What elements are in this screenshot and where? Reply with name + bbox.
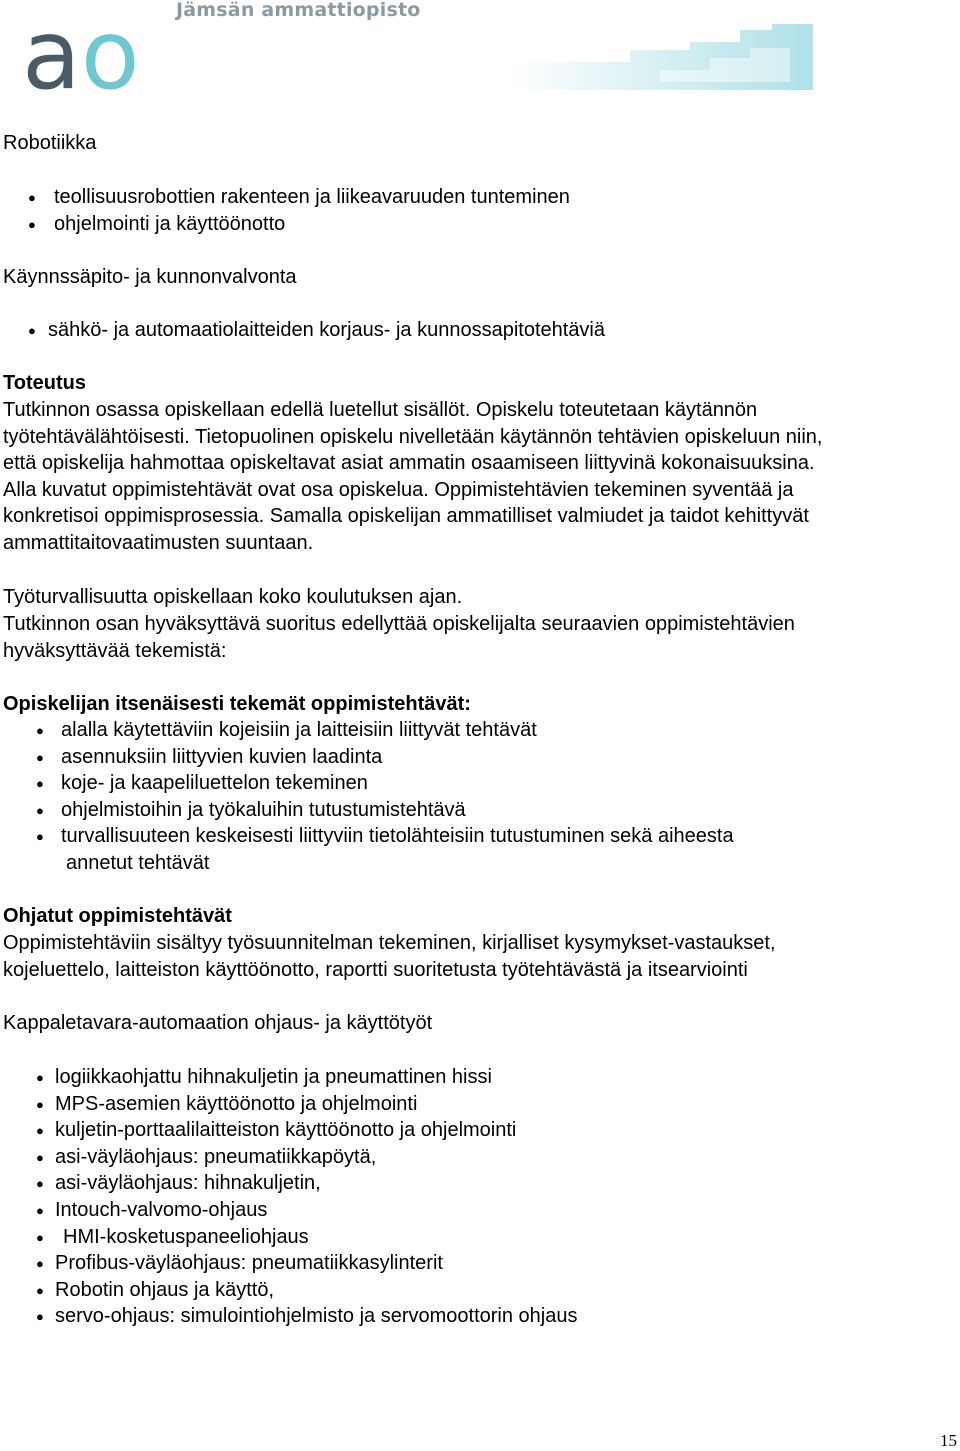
list-item: ● asennuksiin liittyvien kuvien laadinta: [0, 744, 734, 771]
guided-tasks-paragraph: [3, 930, 776, 983]
list-item: ● alalla käytettäviin kojeisiin ja laitteisiin liittyvät tehtävät: [0, 717, 734, 744]
independent-tasks-list: [0, 717, 734, 877]
paragraph-line: hyväksyttävää tekemistä:: [3, 639, 227, 662]
list-item: ● servo-ohjaus: simulointiohjelmisto ja servomoottorin ohjaus: [0, 1303, 577, 1330]
logo-letters: [22, 18, 140, 94]
logo-letter: o: [80, 18, 140, 94]
paragraph-line: että opiskelija hahmottaa opiskeltavat asiat ammatin osaamiseen liittyvinä kokonaisuuksina.: [3, 452, 815, 475]
paragraph-line: Oppimistehtäviin sisältyy työsuunnitelman tekeminen, kirjalliset kysymykset-vastaukset,: [3, 932, 776, 954]
list-item: ● asi-väyläohjaus: hihnakuljetin,: [0, 1170, 577, 1197]
list-item: ● koje- ja kaapeliluettelon tekeminen: [0, 770, 734, 797]
list-item: ● kuljetin-porttaalilaitteiston käyttöönotto ja ohjelmointi: [0, 1117, 577, 1144]
list-item-continuation: annetut tehtävät: [66, 851, 210, 874]
paragraph-line: kojeluettelo, laitteiston käyttöönotto, raportti suoritetusta työtehtävästä ja itsearviointi: [3, 958, 748, 981]
approval-paragraph: [3, 611, 795, 664]
list-item: ● teollisuusrobottien rakenteen ja liikeavaruuden tunteminen: [0, 184, 570, 211]
list-item: ● Robotin ohjaus ja käyttö,: [0, 1277, 577, 1304]
kunnossapito-list: [0, 317, 605, 344]
paragraph-line: Tutkinnon osan hyväksyttävä suoritus edellyttää opiskelijalta seuraavien oppimistehtävien: [3, 613, 795, 635]
paragraph-line: ammattitaitovaatimusten suuntaan.: [3, 531, 314, 554]
section-heading-robotiikka: Robotiikka: [3, 132, 97, 154]
paragraph-line: Alla kuvatut oppimistehtävät ovat osa opiskelua. Oppimistehtävien tekeminen syventää ja: [3, 478, 794, 501]
section-heading-kunnossapito: Käynnssäpito- ja kunnonvalvonta: [3, 266, 297, 288]
decorative-steps-graphic: [510, 22, 815, 92]
kappaletavara-list: [0, 1064, 577, 1330]
list-item: ● turvallisuuteen keskeisesti liittyviin tietolähteisiin tutustuminen sekä aiheesta: [0, 823, 734, 850]
toteutus-paragraph: [3, 397, 822, 557]
school-logo: [22, 18, 162, 94]
toteutus-heading: Toteutus: [3, 372, 86, 394]
independent-tasks-heading: Opiskelijan itsenäisesti tekemät oppimistehtävät:: [3, 693, 471, 715]
list-item: ● MPS-asemien käyttöönotto ja ohjelmointi: [0, 1091, 577, 1118]
page-header: [0, 0, 960, 100]
list-item: ● ohjelmistoihin ja työkaluihin tutustumistehtävä: [0, 797, 734, 824]
page-number: 15: [940, 1431, 957, 1450]
paragraph-line: työtehtävälähtöisesti. Tietopuolinen opiskelu nivelletään käytännön tehtävien opiskeluun niin,: [3, 425, 823, 448]
robotiikka-list: [0, 184, 570, 237]
paragraph-line: konkretisoi oppimisprosessia. Samalla opiskelijan ammatilliset valmiudet ja taidot kehittyvät: [3, 505, 809, 528]
list-item: ● logiikkaohjattu hihnakuljetin ja pneumattinen hissi: [0, 1064, 577, 1091]
section-heading-kappaletavara: Kappaletavara-automaation ohjaus- ja käyttötyöt: [3, 1012, 433, 1034]
list-item: ● asi-väyläohjaus: pneumatiikkapöytä,: [0, 1144, 577, 1171]
school-name: Jämsän ammattiopisto: [176, 0, 421, 21]
paragraph-line: Tutkinnon osassa opiskellaan edellä luetellut sisällöt. Opiskelu toteutetaan käytännön: [3, 399, 758, 421]
guided-tasks-heading: Ohjatut oppimistehtävät: [3, 905, 232, 927]
list-item: ● sähkö- ja automaatiolaitteiden korjaus- ja kunnossapitotehtäviä: [0, 317, 605, 344]
list-item: ● ohjelmointi ja käyttöönotto: [0, 211, 570, 238]
list-item: ● Intouch-valvomo-ohjaus: [0, 1197, 577, 1224]
logo-letter: a: [22, 18, 81, 94]
list-item: ● Profibus-väyläohjaus: pneumatiikkasylinterit: [0, 1250, 577, 1277]
safety-line: Työturvallisuutta opiskellaan koko koulutuksen ajan.: [3, 586, 463, 608]
list-item: ● HMI-kosketuspaneeliohjaus: [0, 1224, 577, 1251]
